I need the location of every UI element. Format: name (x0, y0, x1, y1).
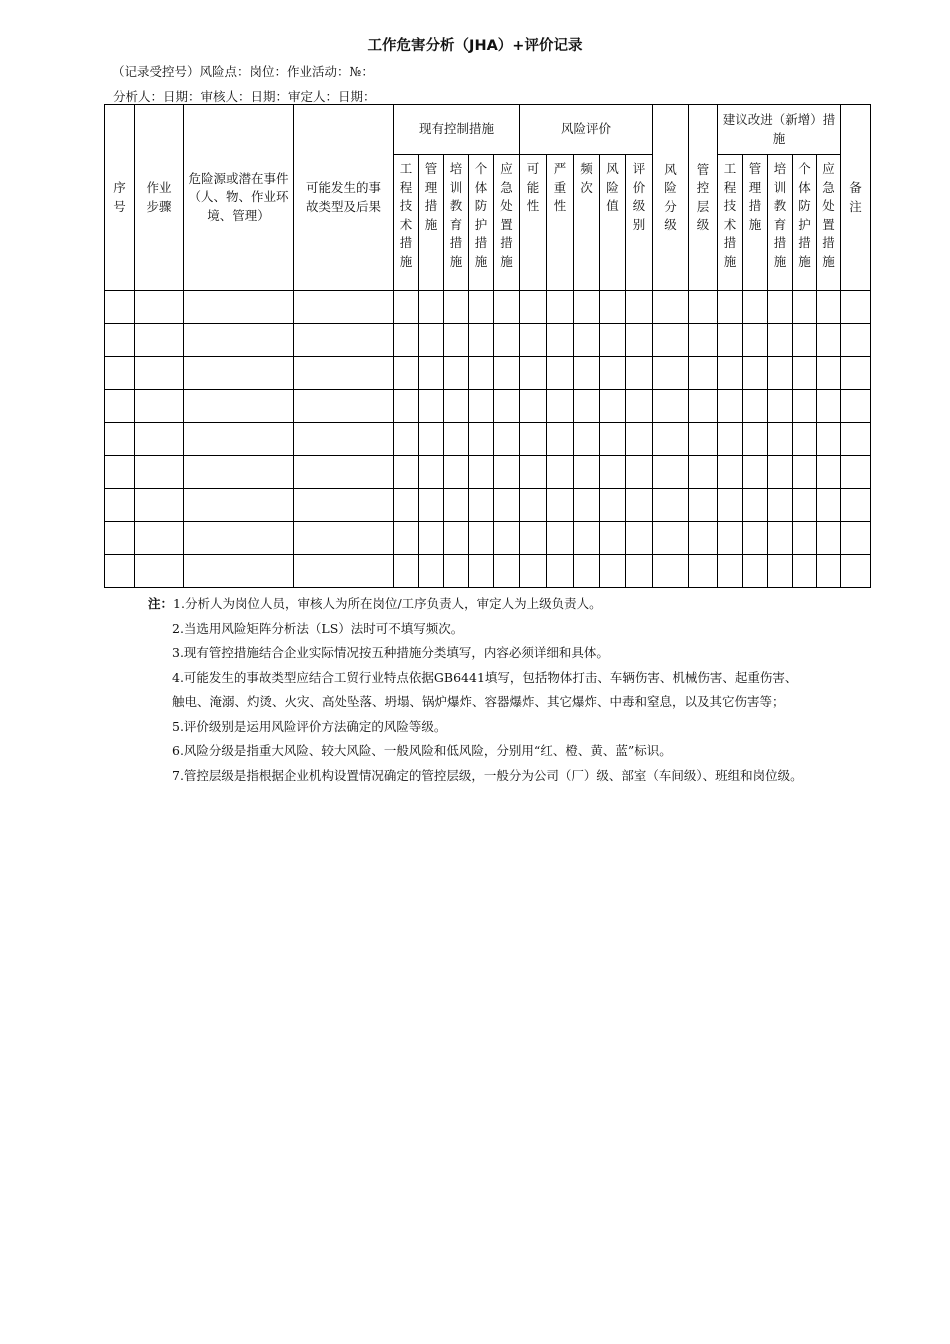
table-cell[interactable] (184, 522, 294, 555)
table-row (105, 456, 871, 489)
table-cell[interactable] (793, 489, 817, 522)
table-cell[interactable] (626, 489, 653, 522)
table-cell[interactable] (768, 489, 793, 522)
table-cell[interactable] (574, 357, 600, 390)
table-cell[interactable] (394, 390, 419, 423)
col-header-remark: 备注 (841, 105, 871, 291)
table-cell[interactable] (469, 522, 494, 555)
note-4: 4.可能发生的事故类型应结合工贸行业特点依据GB6441填写，包括物体打击、车辆伤害、机械伤害、起重伤害、 (172, 669, 798, 685)
table-cell[interactable] (294, 456, 394, 489)
table-cell[interactable] (294, 357, 394, 390)
table-cell[interactable] (469, 489, 494, 522)
table-cell[interactable] (394, 423, 419, 456)
table-cell[interactable] (520, 324, 547, 357)
table-cell[interactable] (626, 291, 653, 324)
table-cell[interactable] (718, 489, 743, 522)
table-cell[interactable] (841, 324, 871, 357)
table-cell[interactable] (743, 423, 768, 456)
table-cell[interactable] (105, 456, 135, 489)
table-cell[interactable] (419, 357, 444, 390)
table-cell[interactable] (547, 324, 574, 357)
table-cell[interactable] (743, 357, 768, 390)
table-cell[interactable] (105, 324, 135, 357)
table-cell[interactable] (718, 423, 743, 456)
table-cell[interactable] (817, 555, 841, 588)
table-cell[interactable] (184, 456, 294, 489)
col-header-suggest-management: 管理措施 (743, 155, 768, 291)
table-cell[interactable] (520, 456, 547, 489)
col-header-existing-ppe: 个体防护措施 (469, 155, 494, 291)
table-cell[interactable] (600, 357, 626, 390)
table-cell[interactable] (653, 291, 689, 324)
table-cell[interactable] (494, 456, 520, 489)
table-cell[interactable] (394, 555, 419, 588)
col-header-existing-emergency: 应急处置措施 (494, 155, 520, 291)
table-cell[interactable] (574, 390, 600, 423)
table-cell[interactable] (600, 291, 626, 324)
table-cell[interactable] (394, 522, 419, 555)
table-cell[interactable] (469, 324, 494, 357)
table-cell[interactable] (689, 357, 718, 390)
table-cell[interactable] (444, 489, 469, 522)
table-cell[interactable] (653, 555, 689, 588)
table-row (105, 390, 871, 423)
table-cell[interactable] (394, 324, 419, 357)
table-cell[interactable] (547, 489, 574, 522)
col-header-suggest-ppe: 个体防护措施 (793, 155, 817, 291)
table-cell[interactable] (419, 423, 444, 456)
table-cell[interactable] (547, 390, 574, 423)
note-3: 3.现有管控措施结合企业实际情况按五种措施分类填写，内容必须详细和具体。 (172, 645, 609, 660)
table-cell[interactable] (626, 324, 653, 357)
table-cell[interactable] (793, 390, 817, 423)
table-cell[interactable] (600, 456, 626, 489)
note-6: 6.风险分级是指重大风险、较大风险、一般风险和低风险，分别用“红、橙、黄、蓝”标识。 (172, 743, 672, 758)
table-cell[interactable] (600, 324, 626, 357)
table-cell[interactable] (419, 522, 444, 555)
table-cell[interactable] (768, 324, 793, 357)
table-cell[interactable] (626, 390, 653, 423)
table-cell[interactable] (768, 522, 793, 555)
table-cell[interactable] (520, 390, 547, 423)
table-cell[interactable] (105, 489, 135, 522)
table-cell[interactable] (469, 291, 494, 324)
table-cell[interactable] (689, 456, 718, 489)
table-cell[interactable] (626, 522, 653, 555)
table-cell[interactable] (743, 291, 768, 324)
group-header-risk-evaluation: 风险评价 (520, 105, 653, 155)
table-cell[interactable] (494, 522, 520, 555)
table-cell[interactable] (494, 324, 520, 357)
table-cell[interactable] (444, 522, 469, 555)
table-cell[interactable] (768, 357, 793, 390)
table-cell[interactable] (444, 456, 469, 489)
table-cell[interactable] (547, 423, 574, 456)
table-cell[interactable] (653, 357, 689, 390)
table-cell[interactable] (574, 489, 600, 522)
col-header-likelihood: 可能性 (520, 155, 547, 291)
col-header-suggest-engineering: 工程技术措施 (718, 155, 743, 291)
table-cell[interactable] (793, 357, 817, 390)
table-cell[interactable] (419, 555, 444, 588)
table-cell[interactable] (743, 456, 768, 489)
table-cell[interactable] (574, 423, 600, 456)
table-cell[interactable] (768, 291, 793, 324)
table-cell[interactable] (841, 522, 871, 555)
table-cell[interactable] (520, 555, 547, 588)
table-cell[interactable] (743, 390, 768, 423)
table-cell[interactable] (135, 423, 184, 456)
table-cell[interactable] (841, 423, 871, 456)
col-header-control-level: 管控层级 (689, 105, 718, 291)
col-header-severity: 严重性 (547, 155, 574, 291)
col-header-existing-management: 管理措施 (419, 155, 444, 291)
table-cell[interactable] (600, 390, 626, 423)
notes-label: 注： (148, 596, 174, 611)
col-header-risk-value: 风险值 (600, 155, 626, 291)
table-cell[interactable] (718, 456, 743, 489)
table-cell[interactable] (574, 456, 600, 489)
table-cell[interactable] (768, 390, 793, 423)
table-cell[interactable] (817, 423, 841, 456)
table-cell[interactable] (689, 423, 718, 456)
col-header-risk-level: 风险分级 (653, 105, 689, 291)
table-cell[interactable] (294, 522, 394, 555)
table-cell[interactable] (135, 456, 184, 489)
table-cell[interactable] (469, 423, 494, 456)
table-cell[interactable] (793, 324, 817, 357)
table-cell[interactable] (547, 291, 574, 324)
table-cell[interactable] (547, 456, 574, 489)
table-cell[interactable] (689, 291, 718, 324)
note-1: 注：1.分析人为岗位人员，审核人为所在岗位/工序负责人，审定人为上级负责人。 (148, 596, 602, 611)
table-cell[interactable] (574, 291, 600, 324)
note-7: 7.管控层级是指根据企业机构设置情况确定的管控层级，一般分为公司（厂）级、部室（车间级）、班组和岗位级。 (172, 767, 803, 783)
table-cell[interactable] (520, 489, 547, 522)
table-cell[interactable] (135, 291, 184, 324)
table-cell[interactable] (653, 423, 689, 456)
table-cell[interactable] (294, 390, 394, 423)
table-cell[interactable] (135, 489, 184, 522)
note-4-continued: 触电、淹溺、灼烫、火灾、高处坠落、坍塌、锅炉爆炸、容器爆炸、其它爆炸、中毒和窒息，以及其它伤害等； (172, 694, 785, 709)
group-header-suggested-measures: 建议改进（新增）措施 (718, 105, 841, 155)
table-cell[interactable] (600, 555, 626, 588)
table-cell[interactable] (494, 555, 520, 588)
table-cell[interactable] (294, 291, 394, 324)
table-cell[interactable] (520, 423, 547, 456)
table-cell[interactable] (817, 522, 841, 555)
table-cell[interactable] (494, 489, 520, 522)
table-cell[interactable] (105, 291, 135, 324)
table-cell[interactable] (574, 522, 600, 555)
table-cell[interactable] (718, 522, 743, 555)
table-cell[interactable] (743, 555, 768, 588)
table-cell[interactable] (547, 522, 574, 555)
table-cell[interactable] (444, 357, 469, 390)
table-cell[interactable] (743, 489, 768, 522)
table-cell[interactable] (294, 324, 394, 357)
table-cell[interactable] (689, 390, 718, 423)
col-header-consequence: 可能发生的事故类型及后果 (294, 105, 394, 291)
table-row (105, 489, 871, 522)
table-cell[interactable] (419, 489, 444, 522)
table-cell[interactable] (689, 522, 718, 555)
table-cell[interactable] (419, 291, 444, 324)
table-cell[interactable] (626, 555, 653, 588)
table-cell[interactable] (547, 555, 574, 588)
table-cell[interactable] (294, 489, 394, 522)
signoff-line: 分析人：日期：审核人：日期：审定人：日期： (113, 89, 376, 104)
table-body (105, 291, 871, 588)
table-cell[interactable] (105, 423, 135, 456)
record-info-line: （记录受控号）风险点：岗位：作业活动：№： (112, 64, 374, 79)
table-cell[interactable] (718, 357, 743, 390)
col-header-step: 作业步骤 (135, 105, 184, 291)
table-cell[interactable] (743, 522, 768, 555)
table-cell[interactable] (520, 357, 547, 390)
table-row (105, 555, 871, 588)
table-cell[interactable] (135, 390, 184, 423)
table-cell[interactable] (817, 291, 841, 324)
table-cell[interactable] (444, 423, 469, 456)
table-cell[interactable] (419, 390, 444, 423)
table-cell[interactable] (768, 555, 793, 588)
table-cell[interactable] (184, 291, 294, 324)
table-cell[interactable] (768, 456, 793, 489)
table-cell[interactable] (718, 555, 743, 588)
jha-table (104, 104, 871, 588)
table-cell[interactable] (689, 555, 718, 588)
page-title: 工作危害分析（JHA）+评价记录 (367, 38, 583, 54)
group-header-existing-controls: 现有控制措施 (394, 105, 520, 155)
table-cell[interactable] (184, 555, 294, 588)
table-cell[interactable] (494, 390, 520, 423)
table-cell[interactable] (135, 357, 184, 390)
table-cell[interactable] (184, 489, 294, 522)
table-cell[interactable] (793, 291, 817, 324)
table-cell[interactable] (817, 324, 841, 357)
col-header-suggest-emergency: 应急处置措施 (817, 155, 841, 291)
table-cell[interactable] (444, 324, 469, 357)
table-cell[interactable] (817, 390, 841, 423)
table-cell[interactable] (184, 390, 294, 423)
table-cell[interactable] (105, 522, 135, 555)
table-cell[interactable] (394, 489, 419, 522)
table-cell[interactable] (841, 456, 871, 489)
table-cell[interactable] (653, 390, 689, 423)
table-cell[interactable] (494, 423, 520, 456)
table-cell[interactable] (793, 423, 817, 456)
table-cell[interactable] (841, 390, 871, 423)
table-cell[interactable] (689, 489, 718, 522)
table-cell[interactable] (444, 390, 469, 423)
table-cell[interactable] (653, 522, 689, 555)
table-cell[interactable] (184, 324, 294, 357)
table-cell[interactable] (444, 555, 469, 588)
table-cell[interactable] (817, 357, 841, 390)
table-cell[interactable] (105, 357, 135, 390)
col-header-no: 序号 (105, 105, 135, 291)
table-cell[interactable] (718, 390, 743, 423)
notes-section (148, 592, 878, 788)
note-2: 2.当选用风险矩阵分析法（LS）法时可不填写频次。 (172, 620, 464, 636)
table-cell[interactable] (294, 555, 394, 588)
table-cell[interactable] (793, 555, 817, 588)
col-header-frequency: 频次 (574, 155, 600, 291)
table-cell[interactable] (793, 522, 817, 555)
table-cell[interactable] (600, 522, 626, 555)
table-cell[interactable] (574, 324, 600, 357)
table-cell[interactable] (294, 423, 394, 456)
table-cell[interactable] (841, 357, 871, 390)
table-cell[interactable] (841, 555, 871, 588)
table-cell[interactable] (841, 489, 871, 522)
table-cell[interactable] (689, 324, 718, 357)
table-cell[interactable] (469, 456, 494, 489)
table-cell[interactable] (105, 390, 135, 423)
table-cell[interactable] (817, 456, 841, 489)
table-cell[interactable] (520, 291, 547, 324)
table-cell[interactable] (817, 489, 841, 522)
table-cell[interactable] (520, 522, 547, 555)
table-cell[interactable] (394, 291, 419, 324)
col-header-existing-engineering: 工程技术措施 (394, 155, 419, 291)
table-cell[interactable] (394, 357, 419, 390)
table-cell[interactable] (841, 291, 871, 324)
table-cell[interactable] (419, 456, 444, 489)
col-header-hazard: 危险源或潜在事件（人、物、作业环境、管理） (184, 105, 294, 291)
table-cell[interactable] (469, 555, 494, 588)
table-cell[interactable] (600, 489, 626, 522)
table-row (105, 324, 871, 357)
table-cell[interactable] (653, 489, 689, 522)
table-cell[interactable] (184, 357, 294, 390)
table-row (105, 423, 871, 456)
table-cell[interactable] (626, 423, 653, 456)
table-cell[interactable] (718, 324, 743, 357)
table-cell[interactable] (105, 555, 135, 588)
table-cell[interactable] (394, 456, 419, 489)
col-header-suggest-training: 培训教育措施 (768, 155, 793, 291)
table-cell[interactable] (469, 390, 494, 423)
table-cell[interactable] (547, 357, 574, 390)
table-cell[interactable] (184, 423, 294, 456)
table-cell[interactable] (626, 357, 653, 390)
table-row (105, 291, 871, 324)
col-header-existing-training: 培训教育措施 (444, 155, 469, 291)
table-cell[interactable] (135, 555, 184, 588)
col-header-eval-grade: 评价级别 (626, 155, 653, 291)
table-cell[interactable] (444, 291, 469, 324)
table-row (105, 357, 871, 390)
table-cell[interactable] (135, 522, 184, 555)
table-cell[interactable] (718, 291, 743, 324)
table-cell[interactable] (494, 357, 520, 390)
table-cell[interactable] (574, 555, 600, 588)
table-cell[interactable] (494, 291, 520, 324)
table-cell[interactable] (419, 324, 444, 357)
table-cell[interactable] (793, 456, 817, 489)
table-row (105, 522, 871, 555)
table-cell[interactable] (600, 423, 626, 456)
table-cell[interactable] (626, 456, 653, 489)
table-cell[interactable] (653, 456, 689, 489)
table-cell[interactable] (768, 423, 793, 456)
table-cell[interactable] (135, 324, 184, 357)
table-cell[interactable] (469, 357, 494, 390)
table-cell[interactable] (743, 324, 768, 357)
table-cell[interactable] (653, 324, 689, 357)
note-5: 5.评价级别是运用风险评价方法确定的风险等级。 (172, 718, 447, 734)
